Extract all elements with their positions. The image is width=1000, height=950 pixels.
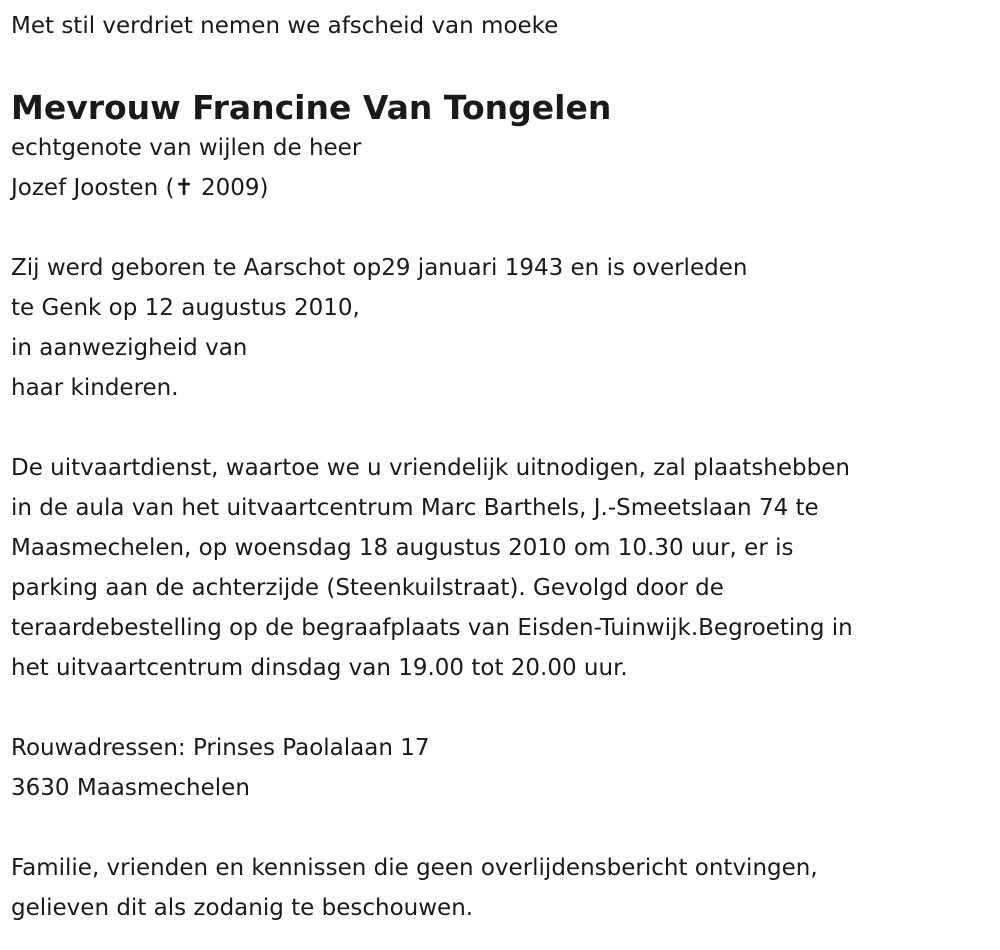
birth-death-line: in aanwezigheid van xyxy=(11,335,248,361)
closing-line: gelieven dit als zodanig te beschouwen. xyxy=(11,895,474,921)
condolence-address-block xyxy=(11,728,996,808)
birth-death-block xyxy=(11,248,996,408)
birth-death-line: te Genk op 12 augustus 2010, xyxy=(11,295,360,321)
service-line: parking aan de achterzijde (Steenkuilstraat). Gevolgd door de xyxy=(11,575,724,601)
closing-line: Familie, vrienden en kennissen die geen overlijdensbericht ontvingen, xyxy=(11,855,818,881)
deceased-name: Mevrouw Francine Van Tongelen xyxy=(11,88,612,127)
birth-death-line: Zij werd geboren te Aarschot op29 januari 1943 en is overleden xyxy=(11,255,748,281)
service-line: het uitvaartcentrum dinsdag van 19.00 tot 20.00 uur. xyxy=(11,655,628,681)
relation-line: Jozef Joosten (✝ 2009) xyxy=(11,175,269,201)
intro-text: Met stil verdriet nemen we afscheid van moeke xyxy=(11,13,559,39)
spacer xyxy=(11,408,996,448)
closing-block xyxy=(11,848,996,928)
service-line: Maasmechelen, op woensdag 18 augustus 2010 om 10.30 uur, er is xyxy=(11,535,794,561)
relation-line: echtgenote van wijlen de heer xyxy=(11,135,362,161)
funeral-service-block xyxy=(11,448,996,688)
relation-block xyxy=(11,128,996,208)
obituary-notice xyxy=(11,6,996,928)
service-line: teraardebestelling op de begraafplaats van Eisden-Tuinwijk.Begroeting in xyxy=(11,615,853,641)
service-line: in de aula van het uitvaartcentrum Marc Barthels, J.-Smeetslaan 74 te xyxy=(11,495,819,521)
spacer xyxy=(11,46,996,88)
spacer xyxy=(11,208,996,248)
spacer xyxy=(11,688,996,728)
spacer xyxy=(11,808,996,848)
address-line: 3630 Maasmechelen xyxy=(11,775,250,801)
address-line: Rouwadressen: Prinses Paolalaan 17 xyxy=(11,735,430,761)
birth-death-line: haar kinderen. xyxy=(11,375,179,401)
service-line: De uitvaartdienst, waartoe we u vriendelijk uitnodigen, zal plaatshebben xyxy=(11,455,850,481)
